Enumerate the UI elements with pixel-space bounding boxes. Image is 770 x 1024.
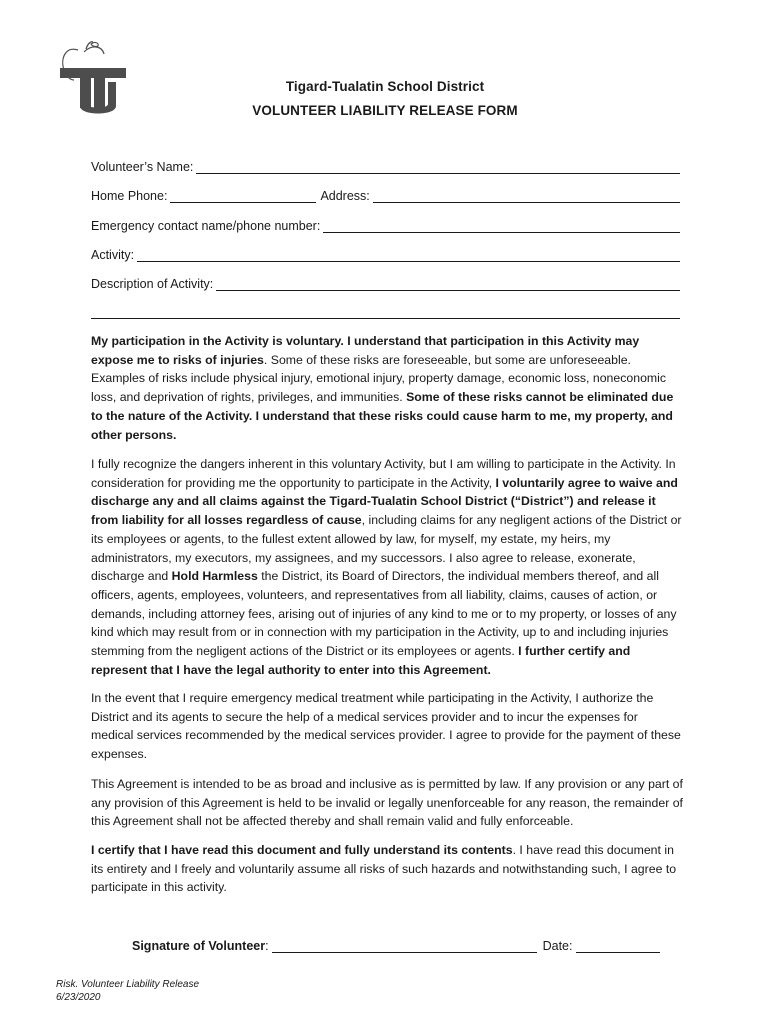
waiver-text-3: the District, its Board of Directors, the individual members thereof, and all officers, agents, employees, volunteers, and representatives from all liability, claims, causes of action, or demands, including attorney fees, arising out of injuries of any kind to me or to my property, or losses of any kind which may result from or in connection with my participation in the Activity, up to and including injuries stemming from the negligent actions of the District or its employees or agents. <box>91 569 677 659</box>
paragraph-medical <box>91 689 683 764</box>
signature-input[interactable] <box>272 939 537 953</box>
description-label: Description of Activity: <box>91 277 214 291</box>
activity-input[interactable] <box>137 248 680 262</box>
address-label: Address: <box>320 189 370 203</box>
description-input[interactable] <box>216 277 680 291</box>
certify-text: . I have read this document in its entirety and I freely and voluntarily assume all risks of such hazards and notwithstanding such, I agree to participate in this activity. <box>91 843 677 895</box>
emergency-contact-label: Emergency contact name/phone number: <box>91 219 321 233</box>
home-phone-input[interactable] <box>170 189 316 203</box>
description-extra-row <box>91 303 680 319</box>
volunteer-name-label: Volunteer’s Name: <box>91 160 194 174</box>
footer-doc-name: Risk. Volunteer Liability Release <box>56 979 200 990</box>
description-row <box>91 275 680 291</box>
date-input[interactable] <box>576 939 661 953</box>
volunteer-name-input[interactable] <box>196 160 680 174</box>
medical-text: In the event that I require emergency medical treatment while participating in the Activity, I authorize the District and its agents to secure the help of a medical services provider and to incur the expenses for medical services recommended by the medical services provider. I agree to provide for the payment of these expenses. <box>91 691 681 762</box>
waiver-bold-3: I further certify and represent that I have the legal authority to enter into this Agreement. <box>91 644 631 677</box>
activity-label: Activity: <box>91 248 135 262</box>
activity-row <box>91 246 680 262</box>
phone-address-row <box>91 187 680 203</box>
emergency-contact-input[interactable] <box>323 219 680 233</box>
date-label: Date: <box>542 939 573 953</box>
paragraph-risks <box>91 332 683 444</box>
paragraph-severability <box>91 775 683 831</box>
volunteer-name-row <box>91 158 680 174</box>
severability-text: This Agreement is intended to be as broad and inclusive as is permitted by law. If any provision or any part of any provision of this Agreement is held to be invalid or legally unenforceable for any reason, the remainder of this Agreement shall not be affected thereby and shall remain valid and fully enforceable. <box>91 777 683 829</box>
footer-date: 6/23/2020 <box>56 992 101 1003</box>
signature-row <box>132 937 660 953</box>
risks-bold-2: Some of these risks cannot be eliminated due to the nature of the Activity. I understand that these risks could cause harm to me, my property, and other persons. <box>91 390 674 442</box>
risks-text-1: . Some of these risks are foreseeable, but some are unforeseeable. Examples of risks include physical injury, emotional injury, property damage, economic loss, noneconomic loss, and deprivation of rights, privileges, and immunities. <box>91 352 667 405</box>
waiver-text-2: , including claims for any negligent actions of the District or its employees or agents, to the fullest extent allowed by law, for myself, my estate, my heirs, my administrators, my executors, my assignees, and my successors. I also agree to release, exonerate, discharge and <box>91 513 682 584</box>
paragraph-certify <box>91 841 683 897</box>
district-name: Tigard-Tualatin School District <box>285 79 485 94</box>
description-extra-input[interactable] <box>91 305 680 319</box>
signature-colon: : <box>265 939 269 953</box>
waiver-bold-2: Hold Harmless <box>171 569 258 584</box>
form-title: VOLUNTEER LIABILITY RELEASE FORM <box>252 103 518 118</box>
waiver-bold-1: I voluntarily agree to waive and discharge any and all claims against the Tigard-Tualatin School District (“District”) and release it from liability for all losses regardless of cause <box>91 475 678 528</box>
signature-label: Signature of Volunteer <box>132 939 266 953</box>
address-input[interactable] <box>373 189 680 203</box>
waiver-text-1: I fully recognize the dangers inherent in this voluntary Activity, but I am willing to participate in the Activity. In consideration for providing me the opportunity to participate in the Activity, <box>91 457 676 490</box>
paragraph-waiver <box>91 455 683 679</box>
home-phone-label: Home Phone: <box>91 189 168 203</box>
emergency-contact-row <box>91 217 680 233</box>
risks-bold-1: My participation in the Activity is voluntary. I understand that participation in this Activity may expose me to risks of injuries <box>91 334 640 367</box>
certify-bold: I certify that I have read this document and fully understand its contents <box>91 843 513 857</box>
